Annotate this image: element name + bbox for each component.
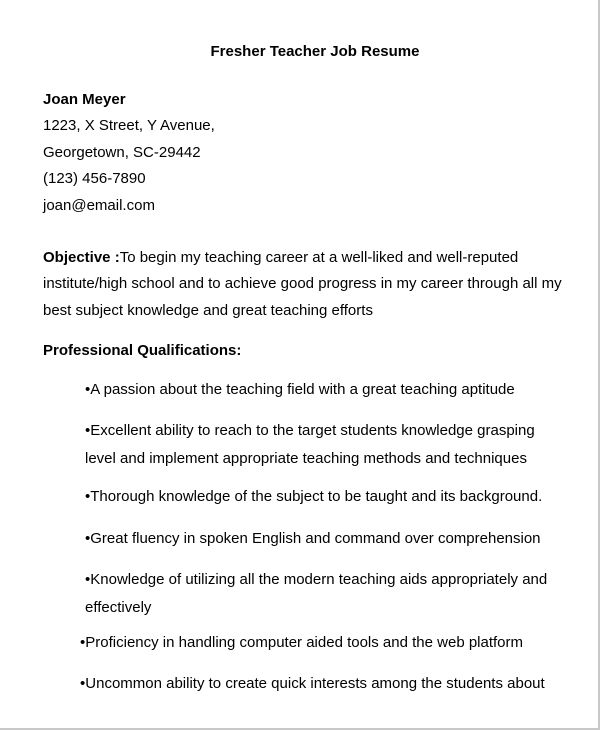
list-item-text: Excellent ability to reach to the target students knowledge grasping (90, 422, 535, 439)
address-line-1: 1223, X Street, Y Avenue, (43, 117, 215, 134)
list-item-text: A passion about the teaching field with a great teaching aptitude (90, 381, 515, 398)
email: joan@email.com (43, 197, 155, 214)
objective-label: Objective : (43, 249, 120, 266)
list-item (85, 422, 535, 440)
list-item-text: Knowledge of utilizing all the modern teaching aids appropriately and (90, 571, 548, 588)
bullet-icon: • (80, 675, 86, 692)
phone: (123) 456-7890 (43, 170, 146, 187)
bullet-icon: • (80, 634, 86, 651)
candidate-name: Joan Meyer (43, 91, 126, 108)
list-item (85, 530, 541, 548)
bullet-icon: • (85, 488, 91, 505)
bullet-icon: • (85, 571, 91, 588)
objective-line (43, 249, 518, 267)
list-item-text: Great fluency in spoken English and command over comprehension (90, 530, 541, 547)
objective-line: institute/high school and to achieve good progress in my career through all my (43, 275, 562, 292)
list-item (85, 488, 542, 506)
objective-text: To begin my teaching career at a well-liked and well-reputed (119, 249, 519, 266)
document-title: Fresher Teacher Job Resume (210, 43, 420, 60)
objective-line: best subject knowledge and great teaching efforts (43, 302, 373, 319)
list-item-text: Thorough knowledge of the subject to be taught and its background. (90, 488, 543, 505)
list-item-continuation: effectively (85, 599, 152, 616)
list-item (80, 634, 523, 652)
bullet-icon: • (85, 381, 91, 398)
list-item (85, 381, 515, 399)
list-item-text: Proficiency in handling computer aided tools and the web platform (85, 634, 524, 651)
bullet-icon: • (85, 530, 91, 547)
list-item (80, 675, 545, 693)
list-item-text: Uncommon ability to create quick interests among the students about (85, 675, 545, 692)
address-line-2: Georgetown, SC-29442 (43, 144, 201, 161)
bullet-icon: • (85, 422, 91, 439)
list-item (85, 571, 547, 589)
qualifications-heading: Professional Qualifications: (43, 342, 242, 359)
list-item-continuation: level and implement appropriate teaching methods and techniques (85, 450, 527, 467)
